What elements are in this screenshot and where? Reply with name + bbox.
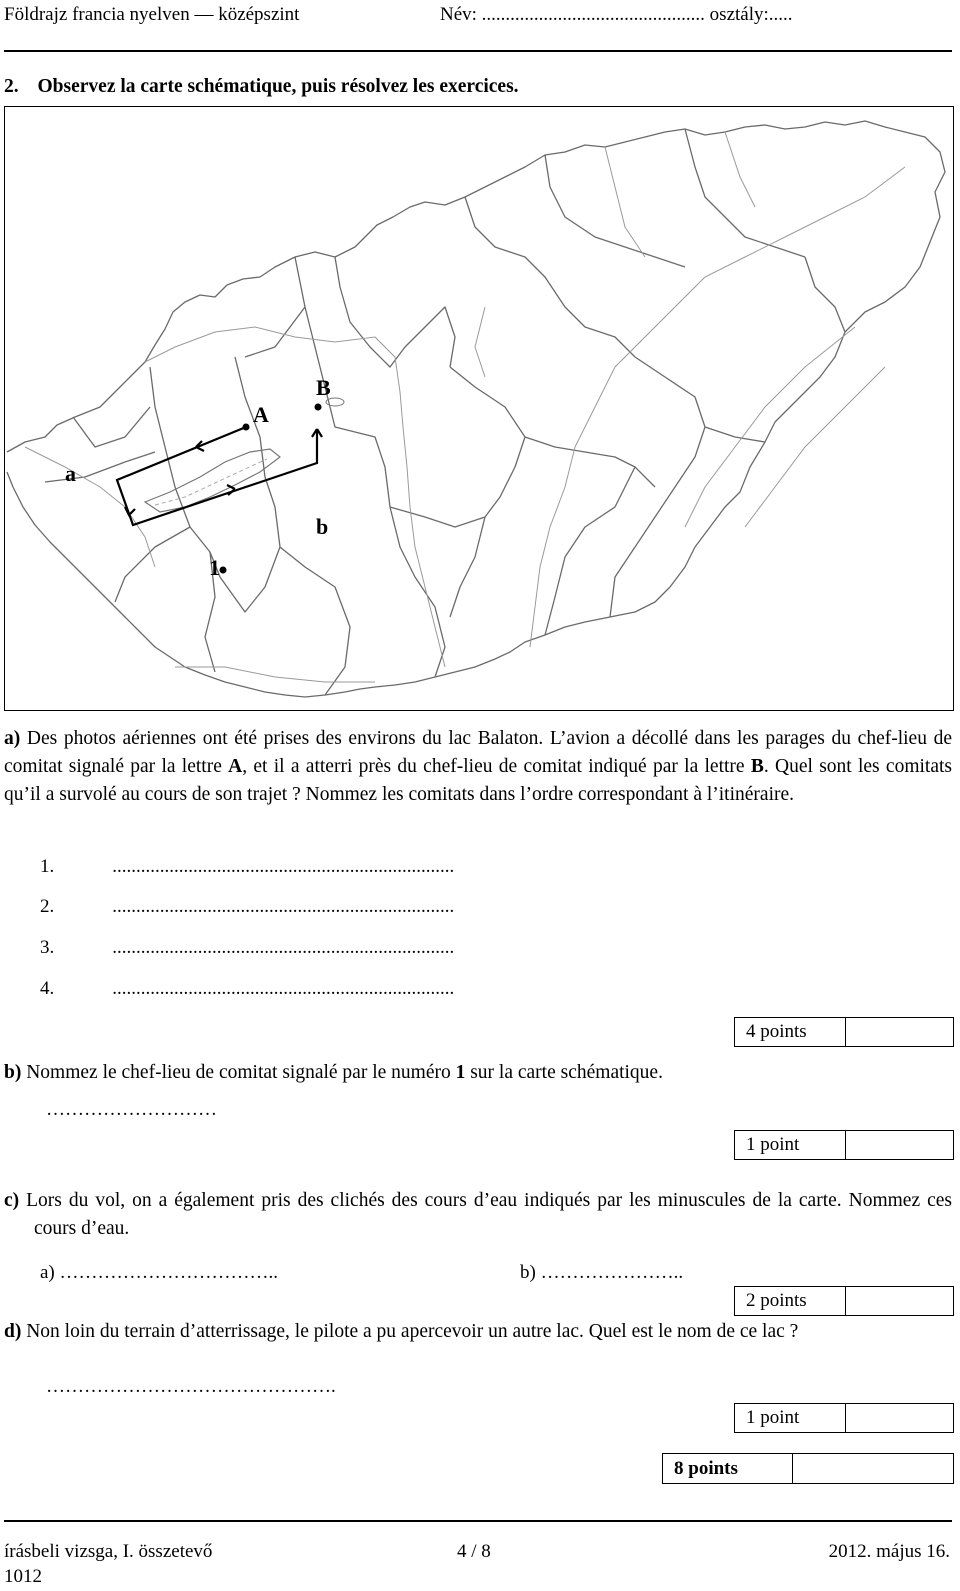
points-label-d: 1 point	[735, 1404, 846, 1432]
header-left: Földrajz francia nyelven — középszint	[4, 4, 300, 25]
points-label-b: 1 point	[735, 1131, 846, 1159]
header-rule	[4, 50, 952, 52]
task-number: 2.	[4, 76, 19, 97]
points-score-c[interactable]	[846, 1287, 953, 1315]
answer-line-4[interactable]: 4. ........................................................................	[40, 978, 455, 999]
flight-route	[117, 427, 317, 525]
points-label-c: 2 points	[735, 1287, 846, 1315]
river-danube	[145, 327, 445, 667]
points-score-a[interactable]	[846, 1018, 953, 1046]
question-a	[4, 725, 952, 809]
points-box-a	[734, 1017, 954, 1047]
point-A	[243, 424, 250, 431]
schematic-map	[4, 106, 954, 711]
map-label-a: a	[65, 461, 76, 486]
points-box-c	[734, 1286, 954, 1316]
answer-b[interactable]: ………………………	[46, 1099, 217, 1120]
total-points-box	[662, 1453, 954, 1484]
footer-date: 2012. május 16.	[828, 1541, 950, 1562]
map-label-A: A	[253, 402, 269, 427]
task-title-text: Observez la carte schématique, puis résolvez les exercices.	[37, 76, 519, 97]
points-label-a: 4 points	[735, 1018, 846, 1046]
question-a-text-1: Des photos aériennes ont été prises des environs du lac Balaton. L’avion a décollé dans les parages du chef-lieu de comitat signalé par la lettre	[4, 728, 952, 777]
question-a-bold-A: A	[228, 756, 243, 777]
point-1	[220, 567, 227, 574]
points-box-d	[734, 1403, 954, 1433]
footer-page: 4 / 8	[457, 1541, 491, 1562]
answer-line-3[interactable]: 3. ........................................................................	[40, 937, 455, 958]
points-box-b	[734, 1130, 954, 1160]
question-d-marker: d)	[4, 1321, 22, 1342]
question-d: d) Non loin du terrain d’atterrissage, le pilote a pu apercevoir un autre lac. Quel est le nom de ce lac ?	[4, 1321, 799, 1342]
answer-c-a[interactable]: a) ……………………………..	[40, 1262, 279, 1283]
points-score-d[interactable]	[846, 1404, 953, 1432]
river-tisza	[530, 167, 905, 647]
map-label-b: b	[316, 514, 329, 539]
answer-line-2[interactable]: 2. ........................................................................	[40, 896, 455, 917]
answer-c-b[interactable]: b) …………………..	[520, 1262, 684, 1283]
question-c-marker: c)	[4, 1190, 20, 1211]
total-points-label: 8 points	[663, 1454, 793, 1483]
header-right: Név: ............................................... osztály:.....	[440, 4, 793, 25]
question-c: c) Lors du vol, on a également pris des clichés des cours d’eau indiqués par les minuscules de la carte. Nommez ces cours d’eau.	[4, 1190, 952, 1239]
point-B	[315, 404, 322, 411]
map-drawing	[5, 107, 953, 710]
task-title	[4, 76, 519, 98]
answer-line-1[interactable]: 1. ........................................................................	[40, 856, 455, 877]
points-score-b[interactable]	[846, 1131, 953, 1159]
total-points-score[interactable]	[793, 1454, 953, 1483]
footer-code: 1012	[4, 1566, 42, 1587]
question-a-bold-B: B	[750, 756, 764, 777]
question-b: b) Nommez le chef-lieu de comitat signalé par le numéro 1 sur la carte schématique.	[4, 1062, 663, 1083]
question-a-marker: a)	[4, 728, 21, 749]
question-a-text-3: . Quel sont les comitats qu’il a survolé au cours de son trajet ? Nommez les comitats dans l’ordre correspondant à l’itinéraire.	[4, 756, 952, 805]
footer-left: írásbeli vizsga, I. összetevő	[4, 1541, 213, 1562]
answer-d[interactable]: ……………………………………….	[46, 1376, 336, 1397]
question-b-marker: b)	[4, 1062, 22, 1083]
footer-rule	[4, 1520, 952, 1522]
map-label-B: B	[316, 375, 331, 400]
map-label-1: 1	[209, 555, 220, 580]
question-a-text-2: , et il a atterri près du chef-lieu de comitat indiqué par la lettre	[242, 756, 751, 777]
